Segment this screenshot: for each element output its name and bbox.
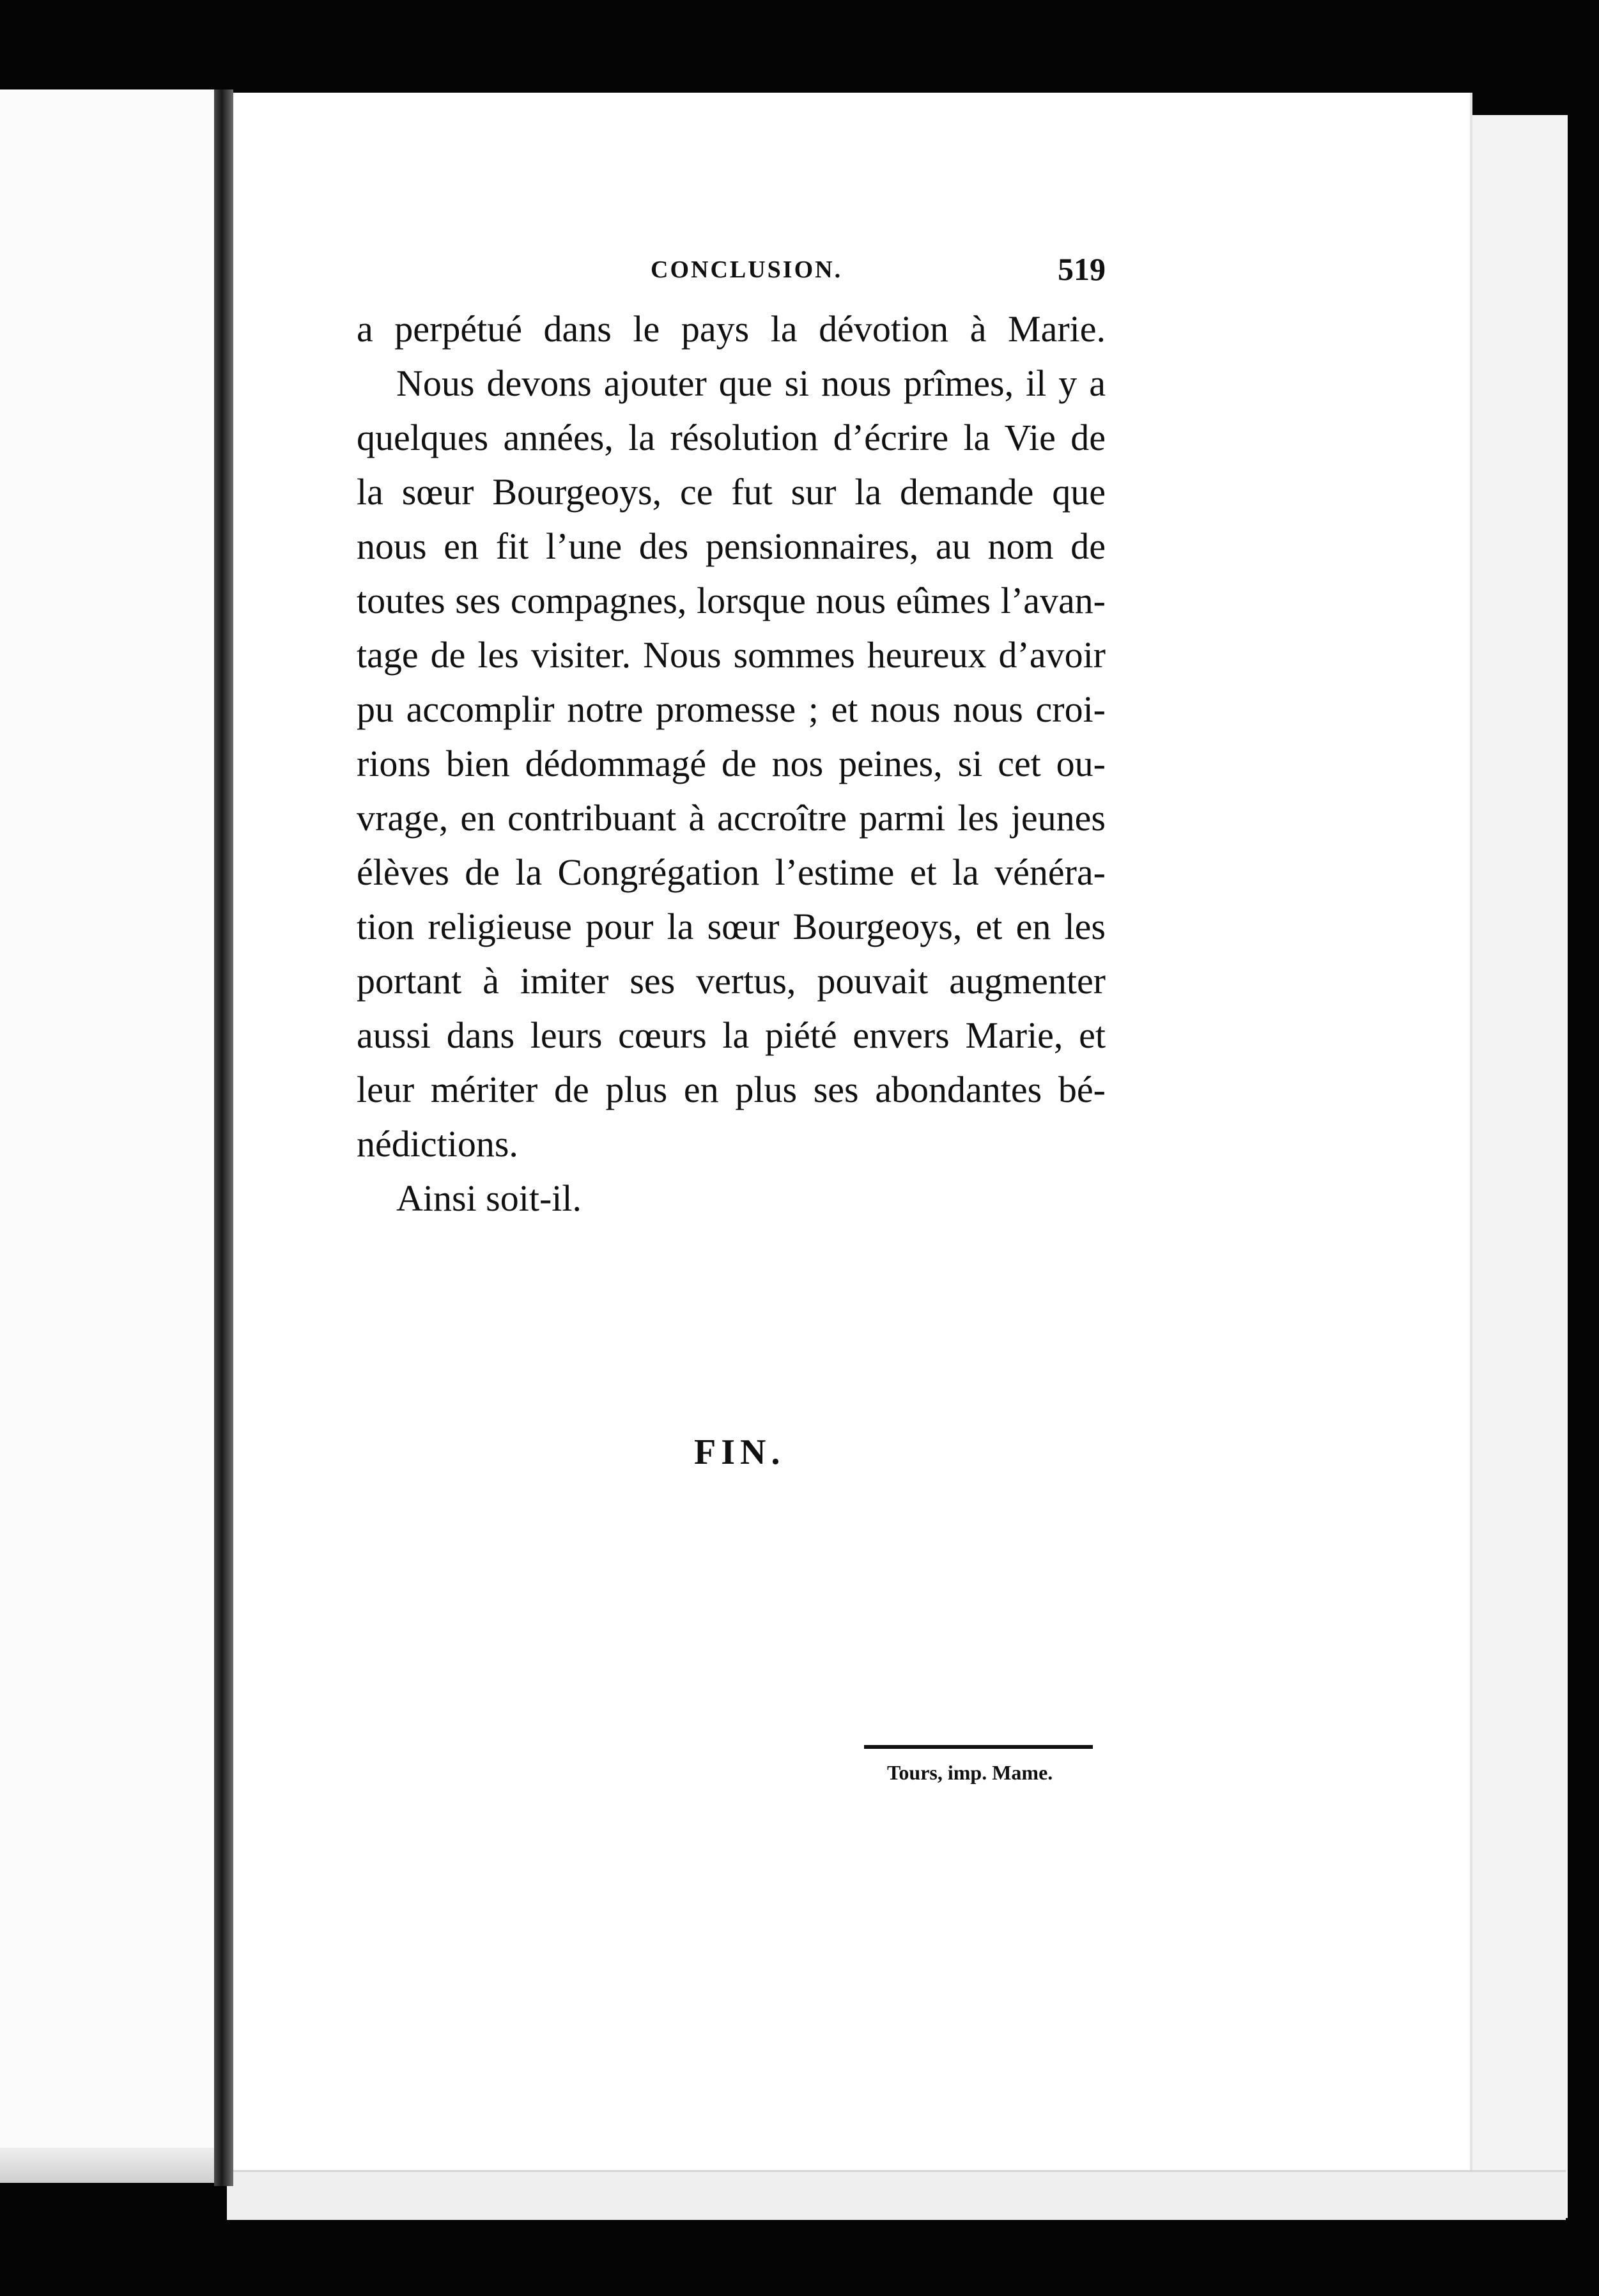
text-line: portant à imiter ses vertus, pouvait augmenter	[357, 960, 1106, 1002]
closing-line: Ainsi soit-il.	[396, 1177, 582, 1219]
text-line: Nous devons ajouter que si nous prîmes, il y a	[396, 362, 1106, 404]
book-gutter	[214, 89, 233, 2186]
text-line: aussi dans leurs cœurs la piété envers Marie, et	[357, 1014, 1106, 1056]
text-line: tage de les visiter. Nous sommes heureux d’avoir	[357, 634, 1106, 676]
text-line: élèves de la Congrégation l’estime et la vénéra-	[357, 851, 1106, 893]
text-line: la sœur Bourgeoys, ce fut sur la demande que	[357, 471, 1106, 513]
left-page-edge	[0, 2148, 220, 2183]
end-mark: FIN.	[694, 1432, 785, 1472]
scan-scratch	[706, 93, 736, 199]
text-line: quelques années, la résolution d’écrire la Vie de	[357, 417, 1106, 458]
page-header	[357, 251, 1106, 289]
left-page	[0, 89, 218, 2183]
text-line: toutes ses compagnes, lorsque nous eûmes l’avan-	[357, 580, 1106, 621]
printer-imprint: Tours, imp. Mame.	[887, 1761, 1053, 1784]
text-line: pu accomplir notre promesse ; et nous nous croi-	[357, 688, 1106, 730]
text-line: rions bien dédommagé de nos peines, si cet ou-	[357, 743, 1106, 784]
imprint-rule	[864, 1745, 1093, 1749]
text-line: leur mériter de plus en plus ses abondantes bé-	[357, 1069, 1106, 1110]
page-number: 519	[1058, 251, 1106, 287]
text-line: tion religieuse pour la sœur Bourgeoys, et en les	[357, 906, 1106, 947]
text-line: vrage, en contribuant à accroître parmi les jeunes	[357, 797, 1106, 839]
text-line: nous en fit l’une des pensionnaires, au nom de	[357, 525, 1106, 567]
running-title: CONCLUSION.	[651, 256, 843, 283]
text-line: a perpétué dans le pays la dévotion à Marie.	[357, 308, 1106, 350]
back-page-edge	[1457, 115, 1568, 2218]
back-page-bottom-edge	[227, 2170, 1566, 2220]
text-line: nédictions.	[357, 1123, 518, 1165]
body-text	[357, 302, 1106, 1225]
